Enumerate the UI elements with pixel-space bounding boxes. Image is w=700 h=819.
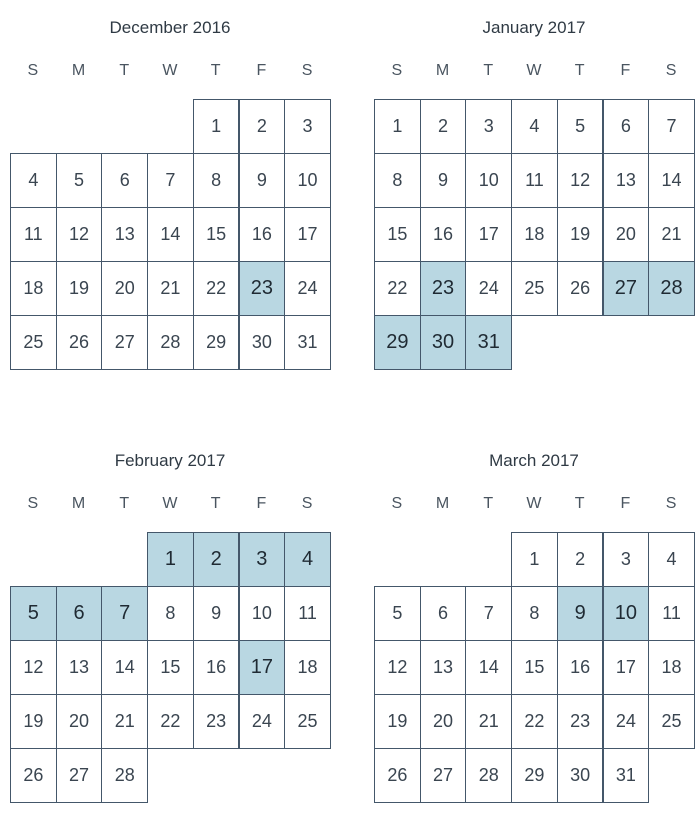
weekday-label: S — [27, 62, 39, 79]
weekday-label: S — [301, 495, 313, 512]
day-cell[interactable]: 16 — [557, 640, 604, 695]
day-cell[interactable]: 4 — [10, 153, 57, 208]
day-cell[interactable]: 28 — [465, 748, 512, 803]
day-cell[interactable]: 27 — [101, 315, 148, 370]
day-cell[interactable]: 2 — [557, 532, 604, 587]
month-title: February 2017 — [114, 451, 226, 470]
day-cell[interactable]: 21 — [147, 261, 194, 316]
day-cell[interactable]: 1 — [193, 99, 240, 154]
weekday-label: F — [620, 495, 631, 512]
day-cell[interactable]: 23 — [557, 694, 604, 749]
weekday-label: M — [71, 495, 86, 512]
day-cell[interactable]: 5 — [557, 99, 604, 154]
day-cell[interactable]: 10 — [465, 153, 512, 208]
day-cell[interactable]: 14 — [147, 207, 194, 262]
day-cell[interactable]: 6 — [420, 586, 467, 641]
day-cell[interactable]: 21 — [101, 694, 148, 749]
day-cell[interactable]: 18 — [511, 207, 558, 262]
day-cell[interactable]: 12 — [557, 153, 604, 208]
weekday-label: W — [526, 495, 542, 512]
day-cell[interactable]: 4 — [511, 99, 558, 154]
day-cell[interactable]: 22 — [147, 694, 194, 749]
day-cell[interactable]: 23 — [193, 694, 240, 749]
weekday-label: M — [435, 495, 450, 512]
weekday-label: T — [210, 495, 221, 512]
day-cell[interactable]: 13 — [603, 153, 650, 208]
day-cell-highlighted[interactable]: 30 — [420, 315, 467, 370]
day-cell[interactable]: 5 — [56, 153, 103, 208]
day-cell[interactable]: 24 — [465, 261, 512, 316]
weekday-label: S — [391, 62, 403, 79]
day-cell[interactable]: 5 — [374, 586, 421, 641]
weekday-label: T — [574, 62, 585, 79]
day-cell-highlighted[interactable]: 6 — [56, 586, 103, 641]
day-cell-highlighted[interactable]: 5 — [10, 586, 57, 641]
day-cell-highlighted[interactable]: 1 — [147, 532, 194, 587]
month-title: March 2017 — [489, 451, 579, 470]
day-cell-highlighted[interactable]: 2 — [193, 532, 240, 587]
day-cell[interactable]: 10 — [284, 153, 331, 208]
weekday-label: S — [665, 495, 677, 512]
weekday-label: F — [620, 62, 631, 79]
day-cell[interactable]: 7 — [147, 153, 194, 208]
weekday-label: M — [435, 62, 450, 79]
day-cell[interactable]: 15 — [374, 207, 421, 262]
day-cell[interactable]: 11 — [284, 586, 331, 641]
day-cell[interactable]: 24 — [239, 694, 286, 749]
day-cell[interactable]: 16 — [239, 207, 286, 262]
day-cell[interactable]: 3 — [284, 99, 331, 154]
day-cell[interactable]: 30 — [557, 748, 604, 803]
day-cell[interactable]: 26 — [374, 748, 421, 803]
day-cell[interactable]: 20 — [420, 694, 467, 749]
day-cell[interactable]: 21 — [648, 207, 695, 262]
day-cell[interactable]: 9 — [193, 586, 240, 641]
day-cell[interactable]: 9 — [239, 153, 286, 208]
weekday-label: M — [71, 62, 86, 79]
day-cell[interactable]: 6 — [101, 153, 148, 208]
weekday-label: S — [665, 62, 677, 79]
day-cell[interactable]: 13 — [101, 207, 148, 262]
day-cell[interactable]: 15 — [511, 640, 558, 695]
day-cell[interactable]: 20 — [603, 207, 650, 262]
day-cell-highlighted[interactable]: 10 — [603, 586, 650, 641]
day-cell[interactable]: 9 — [420, 153, 467, 208]
day-cell[interactable]: 19 — [10, 694, 57, 749]
day-cell[interactable]: 25 — [284, 694, 331, 749]
day-cell[interactable]: 26 — [56, 315, 103, 370]
day-cell[interactable]: 19 — [557, 207, 604, 262]
day-cell[interactable]: 25 — [511, 261, 558, 316]
weekday-label: S — [301, 62, 313, 79]
day-cell[interactable]: 12 — [56, 207, 103, 262]
day-grid — [10, 99, 330, 369]
day-cell-highlighted[interactable]: 23 — [420, 261, 467, 316]
day-cell-highlighted[interactable]: 27 — [603, 261, 650, 316]
day-grid — [374, 532, 694, 802]
month-title: December 2016 — [109, 18, 231, 37]
weekday-header — [10, 62, 330, 82]
day-cell-highlighted[interactable]: 17 — [239, 640, 286, 695]
day-cell[interactable]: 12 — [374, 640, 421, 695]
day-cell[interactable]: 24 — [284, 261, 331, 316]
weekday-label: T — [119, 62, 130, 79]
day-grid — [10, 532, 330, 802]
day-cell-highlighted[interactable]: 23 — [239, 261, 286, 316]
weekday-label: S — [27, 495, 39, 512]
day-cell[interactable]: 1 — [511, 532, 558, 587]
day-cell-highlighted[interactable]: 29 — [374, 315, 421, 370]
day-cell[interactable]: 2 — [239, 99, 286, 154]
weekday-label: F — [256, 495, 267, 512]
day-cell-highlighted[interactable]: 4 — [284, 532, 331, 587]
day-cell[interactable]: 27 — [420, 748, 467, 803]
day-cell[interactable]: 1 — [374, 99, 421, 154]
weekday-label: F — [256, 62, 267, 79]
weekday-header — [10, 495, 330, 515]
day-cell[interactable]: 17 — [465, 207, 512, 262]
day-cell[interactable]: 11 — [511, 153, 558, 208]
weekday-label: W — [162, 62, 178, 79]
weekday-label: W — [526, 62, 542, 79]
day-cell[interactable]: 11 — [648, 586, 695, 641]
day-cell[interactable]: 7 — [465, 586, 512, 641]
day-cell-highlighted[interactable]: 9 — [557, 586, 604, 641]
day-cell[interactable]: 21 — [465, 694, 512, 749]
day-cell[interactable]: 25 — [10, 315, 57, 370]
day-cell[interactable]: 27 — [56, 748, 103, 803]
weekday-header — [374, 495, 694, 515]
day-cell[interactable]: 15 — [193, 207, 240, 262]
day-cell[interactable]: 18 — [284, 640, 331, 695]
day-cell-highlighted[interactable]: 28 — [648, 261, 695, 316]
day-cell[interactable]: 8 — [147, 586, 194, 641]
day-cell[interactable]: 26 — [10, 748, 57, 803]
day-cell[interactable]: 2 — [420, 99, 467, 154]
weekday-header — [374, 62, 694, 82]
day-cell[interactable]: 14 — [648, 153, 695, 208]
day-cell[interactable]: 22 — [511, 694, 558, 749]
day-cell[interactable]: 8 — [511, 586, 558, 641]
weekday-label: T — [210, 62, 221, 79]
day-cell[interactable]: 8 — [374, 153, 421, 208]
day-cell[interactable]: 3 — [603, 532, 650, 587]
day-cell[interactable]: 16 — [420, 207, 467, 262]
day-grid — [374, 99, 694, 369]
day-cell[interactable]: 11 — [10, 207, 57, 262]
weekday-label: W — [162, 495, 178, 512]
day-cell[interactable]: 29 — [511, 748, 558, 803]
day-cell[interactable]: 7 — [648, 99, 695, 154]
day-cell[interactable]: 13 — [56, 640, 103, 695]
weekday-label: T — [119, 495, 130, 512]
weekday-label: T — [483, 495, 494, 512]
weekday-label: T — [574, 495, 585, 512]
month-title: January 2017 — [482, 18, 586, 37]
day-cell[interactable]: 15 — [147, 640, 194, 695]
day-cell[interactable]: 19 — [56, 261, 103, 316]
day-cell[interactable]: 25 — [648, 694, 695, 749]
day-cell-highlighted[interactable]: 7 — [101, 586, 148, 641]
day-cell[interactable]: 8 — [193, 153, 240, 208]
day-cell[interactable]: 17 — [603, 640, 650, 695]
weekday-label: S — [391, 495, 403, 512]
day-cell[interactable]: 12 — [10, 640, 57, 695]
day-cell[interactable]: 30 — [239, 315, 286, 370]
day-cell[interactable]: 17 — [284, 207, 331, 262]
day-cell[interactable]: 14 — [101, 640, 148, 695]
day-cell[interactable]: 29 — [193, 315, 240, 370]
day-cell[interactable]: 28 — [147, 315, 194, 370]
day-cell[interactable]: 18 — [648, 640, 695, 695]
day-cell[interactable]: 31 — [603, 748, 650, 803]
weekday-label: T — [483, 62, 494, 79]
day-cell-highlighted[interactable]: 31 — [465, 315, 512, 370]
day-cell[interactable]: 18 — [10, 261, 57, 316]
day-cell[interactable]: 22 — [374, 261, 421, 316]
day-cell[interactable]: 20 — [101, 261, 148, 316]
day-cell[interactable]: 31 — [284, 315, 331, 370]
day-cell[interactable]: 28 — [101, 748, 148, 803]
day-cell[interactable]: 4 — [648, 532, 695, 587]
day-cell-highlighted[interactable]: 3 — [239, 532, 286, 587]
day-cell[interactable]: 10 — [239, 586, 286, 641]
day-cell[interactable]: 24 — [603, 694, 650, 749]
day-cell[interactable]: 13 — [420, 640, 467, 695]
day-cell[interactable]: 26 — [557, 261, 604, 316]
day-cell[interactable]: 22 — [193, 261, 240, 316]
day-cell[interactable]: 3 — [465, 99, 512, 154]
day-cell[interactable]: 6 — [603, 99, 650, 154]
day-cell[interactable]: 20 — [56, 694, 103, 749]
day-cell[interactable]: 14 — [465, 640, 512, 695]
day-cell[interactable]: 16 — [193, 640, 240, 695]
day-cell[interactable]: 19 — [374, 694, 421, 749]
